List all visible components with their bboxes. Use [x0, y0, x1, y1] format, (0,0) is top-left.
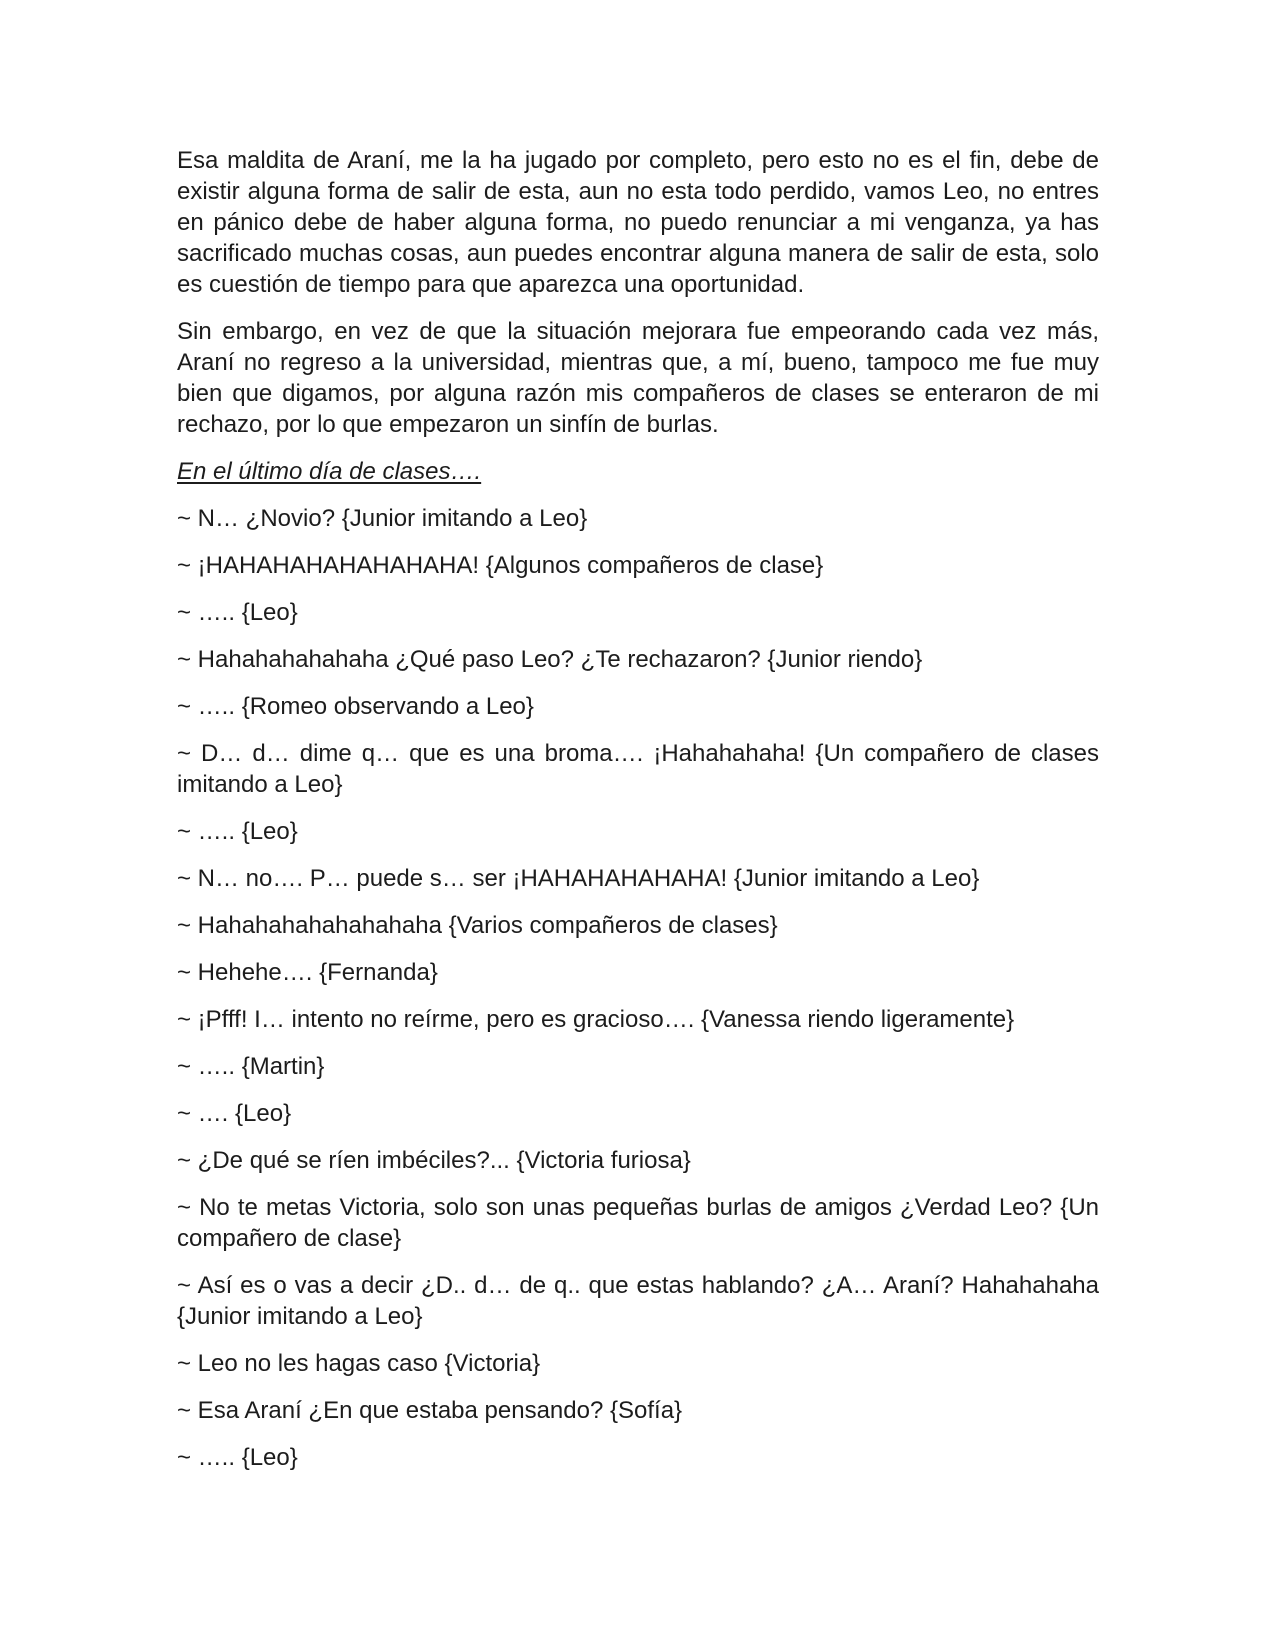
narrative-paragraph: Esa maldita de Araní, me la ha jugado por completo, pero esto no es el fin, debe de existir alguna forma de salir de esta, aun no esta todo perdido, vamos Leo, no entres en pánico debe de haber alguna forma, no puedo renunciar a mi venganza, ya has sacrificado muchas cosas, aun puedes encontrar alguna manera de salir de esta, solo es cuestión de tiempo para que aparezca una oportunidad.	[177, 147, 1099, 298]
dialogue-line: ~ Esa Araní ¿En que estaba pensando? {Sofía}	[177, 1397, 683, 1424]
page-content	[177, 145, 1099, 1489]
dialogue-line: ~ ….. {Romeo observando a Leo}	[177, 693, 534, 720]
scene-heading: En el último día de clases….	[177, 458, 482, 485]
dialogue-line: ~ ….. {Leo}	[177, 1444, 298, 1471]
narrative-paragraph: Sin embargo, en vez de que la situación mejorara fue empeorando cada vez más, Araní no regreso a la universidad, mientras que, a mí, bueno, tampoco me fue muy bien que digamos, por alguna razón mis compañeros de clases se enteraron de mi rechazo, por lo que empezaron un sinfín de burlas.	[177, 318, 1099, 438]
dialogue-line: ~ N… no…. P… puede s… ser ¡HAHAHAHAHAHA! {Junior imitando a Leo}	[177, 865, 980, 892]
dialogue-line: ~ ….. {Martin}	[177, 1053, 325, 1080]
dialogue-line: ~ D… d… dime q… que es una broma…. ¡Hahahahaha! {Un compañero de clases imitando a Leo}	[177, 740, 1099, 798]
dialogue-line: ~ …. {Leo}	[177, 1100, 292, 1127]
dialogue-line: ~ ….. {Leo}	[177, 599, 298, 626]
dialogue-line: ~ No te metas Victoria, solo son unas pequeñas burlas de amigos ¿Verdad Leo? {Un compañero de clase}	[177, 1194, 1099, 1252]
dialogue-line: ~ Hahahahahahaha ¿Qué paso Leo? ¿Te rechazaron? {Junior riendo}	[177, 646, 923, 673]
dialogue-line: ~ Hehehe…. {Fernanda}	[177, 959, 438, 986]
dialogue-line: ~ ¿De qué se ríen imbéciles?... {Victoria furiosa}	[177, 1147, 691, 1174]
dialogue-line: ~ N… ¿Novio? {Junior imitando a Leo}	[177, 505, 588, 532]
dialogue-line: ~ Así es o vas a decir ¿D.. d… de q.. que estas hablando? ¿A… Araní? Hahahahaha {Junior imitando a Leo}	[177, 1272, 1099, 1330]
dialogue-line: ~ Hahahahahahahahaha {Varios compañeros de clases}	[177, 912, 778, 939]
dialogue-line: ~ ….. {Leo}	[177, 818, 298, 845]
dialogue-line: ~ Leo no les hagas caso {Victoria}	[177, 1350, 541, 1377]
dialogue-line: ~ ¡Pfff! I… intento no reírme, pero es gracioso…. {Vanessa riendo ligeramente}	[177, 1006, 1015, 1033]
dialogue-line: ~ ¡HAHAHAHAHAHAHAHA! {Algunos compañeros de clase}	[177, 552, 824, 579]
